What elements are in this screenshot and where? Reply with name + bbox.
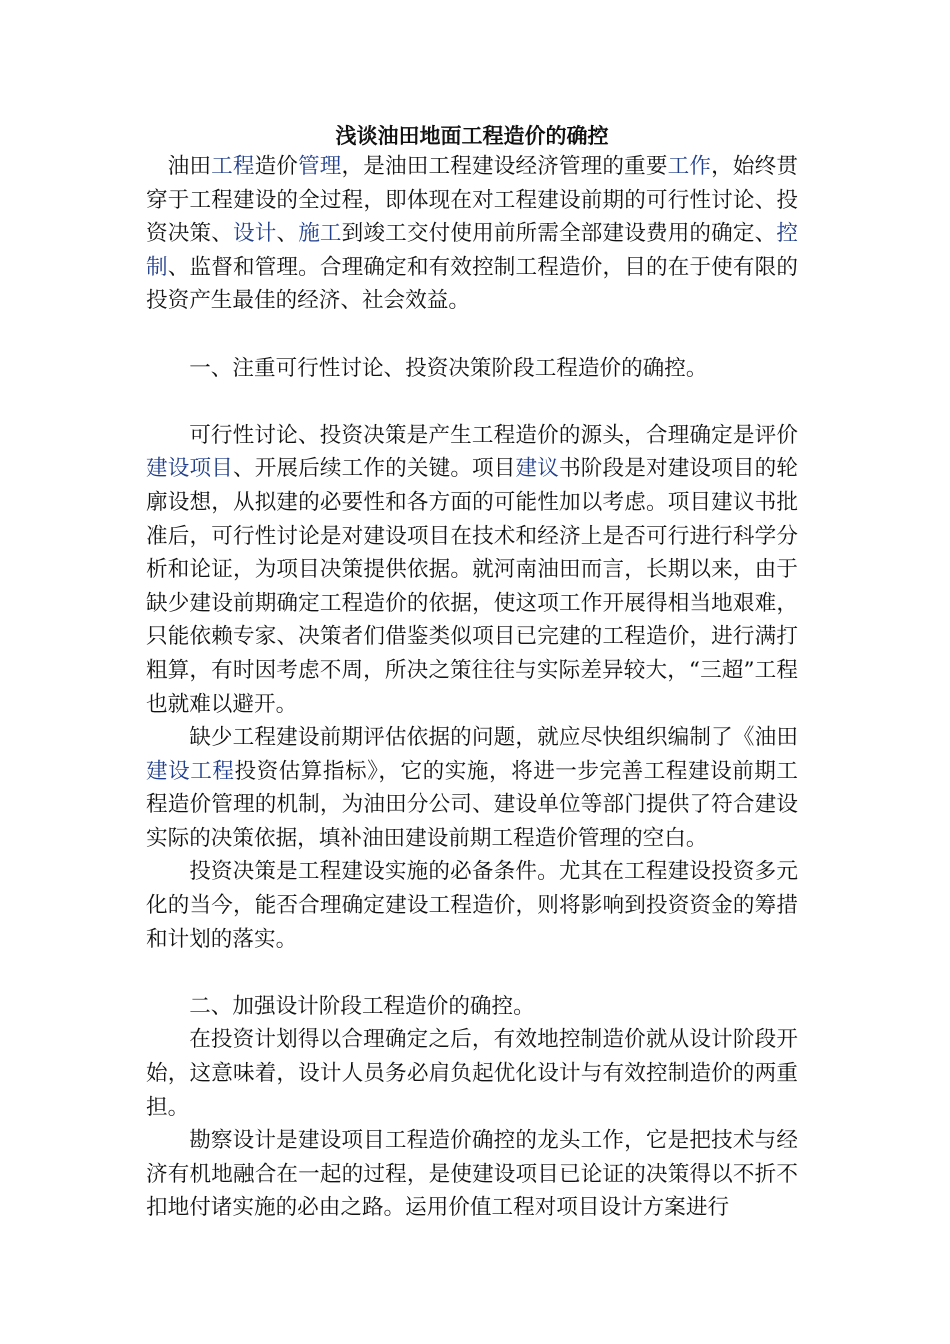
text-run: 油田 bbox=[167, 154, 212, 179]
keyword-link[interactable]: 建议 bbox=[515, 456, 560, 482]
document-page bbox=[146, 122, 798, 1225]
text-run: 、监督和管理。合理确定和有效控制工程造价，目的在于使有限的投资产生最佳的经济、社会效益。 bbox=[146, 254, 798, 314]
section1-paragraph-3: 投资决策是工程建设实施的必备条件。尤其在工程建设投资多元化的当今，能否合理确定建设工程造价，则将影响到投资资金的筹措和计划的落实。 bbox=[146, 859, 798, 952]
text-run: ，始终贯穿于工程建设的全过程，即体现在对工程建设前期的可行性讨论、投资决策、 bbox=[146, 154, 798, 247]
keyword-link[interactable]: 建设项目 bbox=[146, 456, 233, 482]
keyword-link[interactable]: 工程 bbox=[211, 154, 255, 179]
keyword-link[interactable]: 管理 bbox=[298, 154, 342, 179]
text-run: 、开展后续工作的关键。项目 bbox=[232, 456, 516, 482]
text-run: 缺少工程建设前期评估依据的问题，就应尽快组织编制了《油田 bbox=[189, 725, 798, 751]
text-run: 、 bbox=[276, 221, 299, 247]
keyword-link[interactable]: 控制 bbox=[146, 221, 798, 280]
section2-paragraph-2: 勘察设计是建设项目工程造价确控的龙头工作，它是把技术与经济有机地融合在一起的过程，是使建设项目已论证的决策得以不折不扣地付诸实施的必由之路。运用价值工程对项目设计方案进行 bbox=[146, 1128, 798, 1221]
section-heading-1: 一、注重可行性讨论、投资决策阶段工程造价的确控。 bbox=[189, 355, 708, 381]
blank-line bbox=[146, 385, 798, 419]
text-run: 书阶段是对建设项目的轮廓设想，从拟建的必要性和各方面的可能性加以考虑。项目建议书批准后，可行性讨论是对建设项目在技术和经济上是否可行进行科学分析和论证，为项目决策提供依据。就河南油田而言，长期以来，由于缺少建设前期确定工程造价的依据，使这项工作开展得相当地艰难，只能依赖专家、决策者们借鉴类似项目已完建的工程造价，进行满打粗算，有时因考虑不周，所决之策往往与实际差异较大，“三超”工程也就难以避开。 bbox=[146, 456, 798, 717]
section-heading-2: 二、加强设计阶段工程造价的确控。 bbox=[189, 993, 535, 1019]
keyword-link[interactable]: 工作 bbox=[667, 154, 712, 179]
section2-paragraph-1: 在投资计划得以合理确定之后，有效地控制造价就从设计阶段开始，这意味着，设计人员务必肩负起优化设计与有效控制造价的两重担。 bbox=[146, 1027, 798, 1120]
text-run: 可行性讨论、投资决策是产生工程造价的源头，合理确定是评价 bbox=[189, 422, 798, 448]
section1-paragraph-2 bbox=[146, 721, 798, 855]
intro-paragraph bbox=[146, 150, 798, 318]
keyword-link[interactable]: 施工 bbox=[298, 221, 342, 247]
text-run: ，是油田工程建设经济管理的重要 bbox=[341, 154, 668, 179]
blank-line bbox=[146, 318, 798, 352]
document-title: 浅谈油田地面工程造价的确控 bbox=[335, 123, 609, 148]
blank-line bbox=[146, 956, 798, 990]
text-run: 投资估算指标》，它的实施，将进一步完善工程建设前期工程造价管理的机制，为油田分公司、建设单位等部门提供了符合建设实际的决策依据，填补油田建设前期工程造价管理的空白。 bbox=[146, 758, 798, 851]
keyword-link[interactable]: 设计 bbox=[232, 221, 277, 247]
text-run: 造价 bbox=[254, 154, 299, 179]
text-run: 到竣工交付使用前所需全部建设费用的确定、 bbox=[341, 221, 777, 247]
section1-paragraph-1 bbox=[146, 419, 798, 721]
keyword-link[interactable]: 建设工程 bbox=[146, 758, 235, 784]
